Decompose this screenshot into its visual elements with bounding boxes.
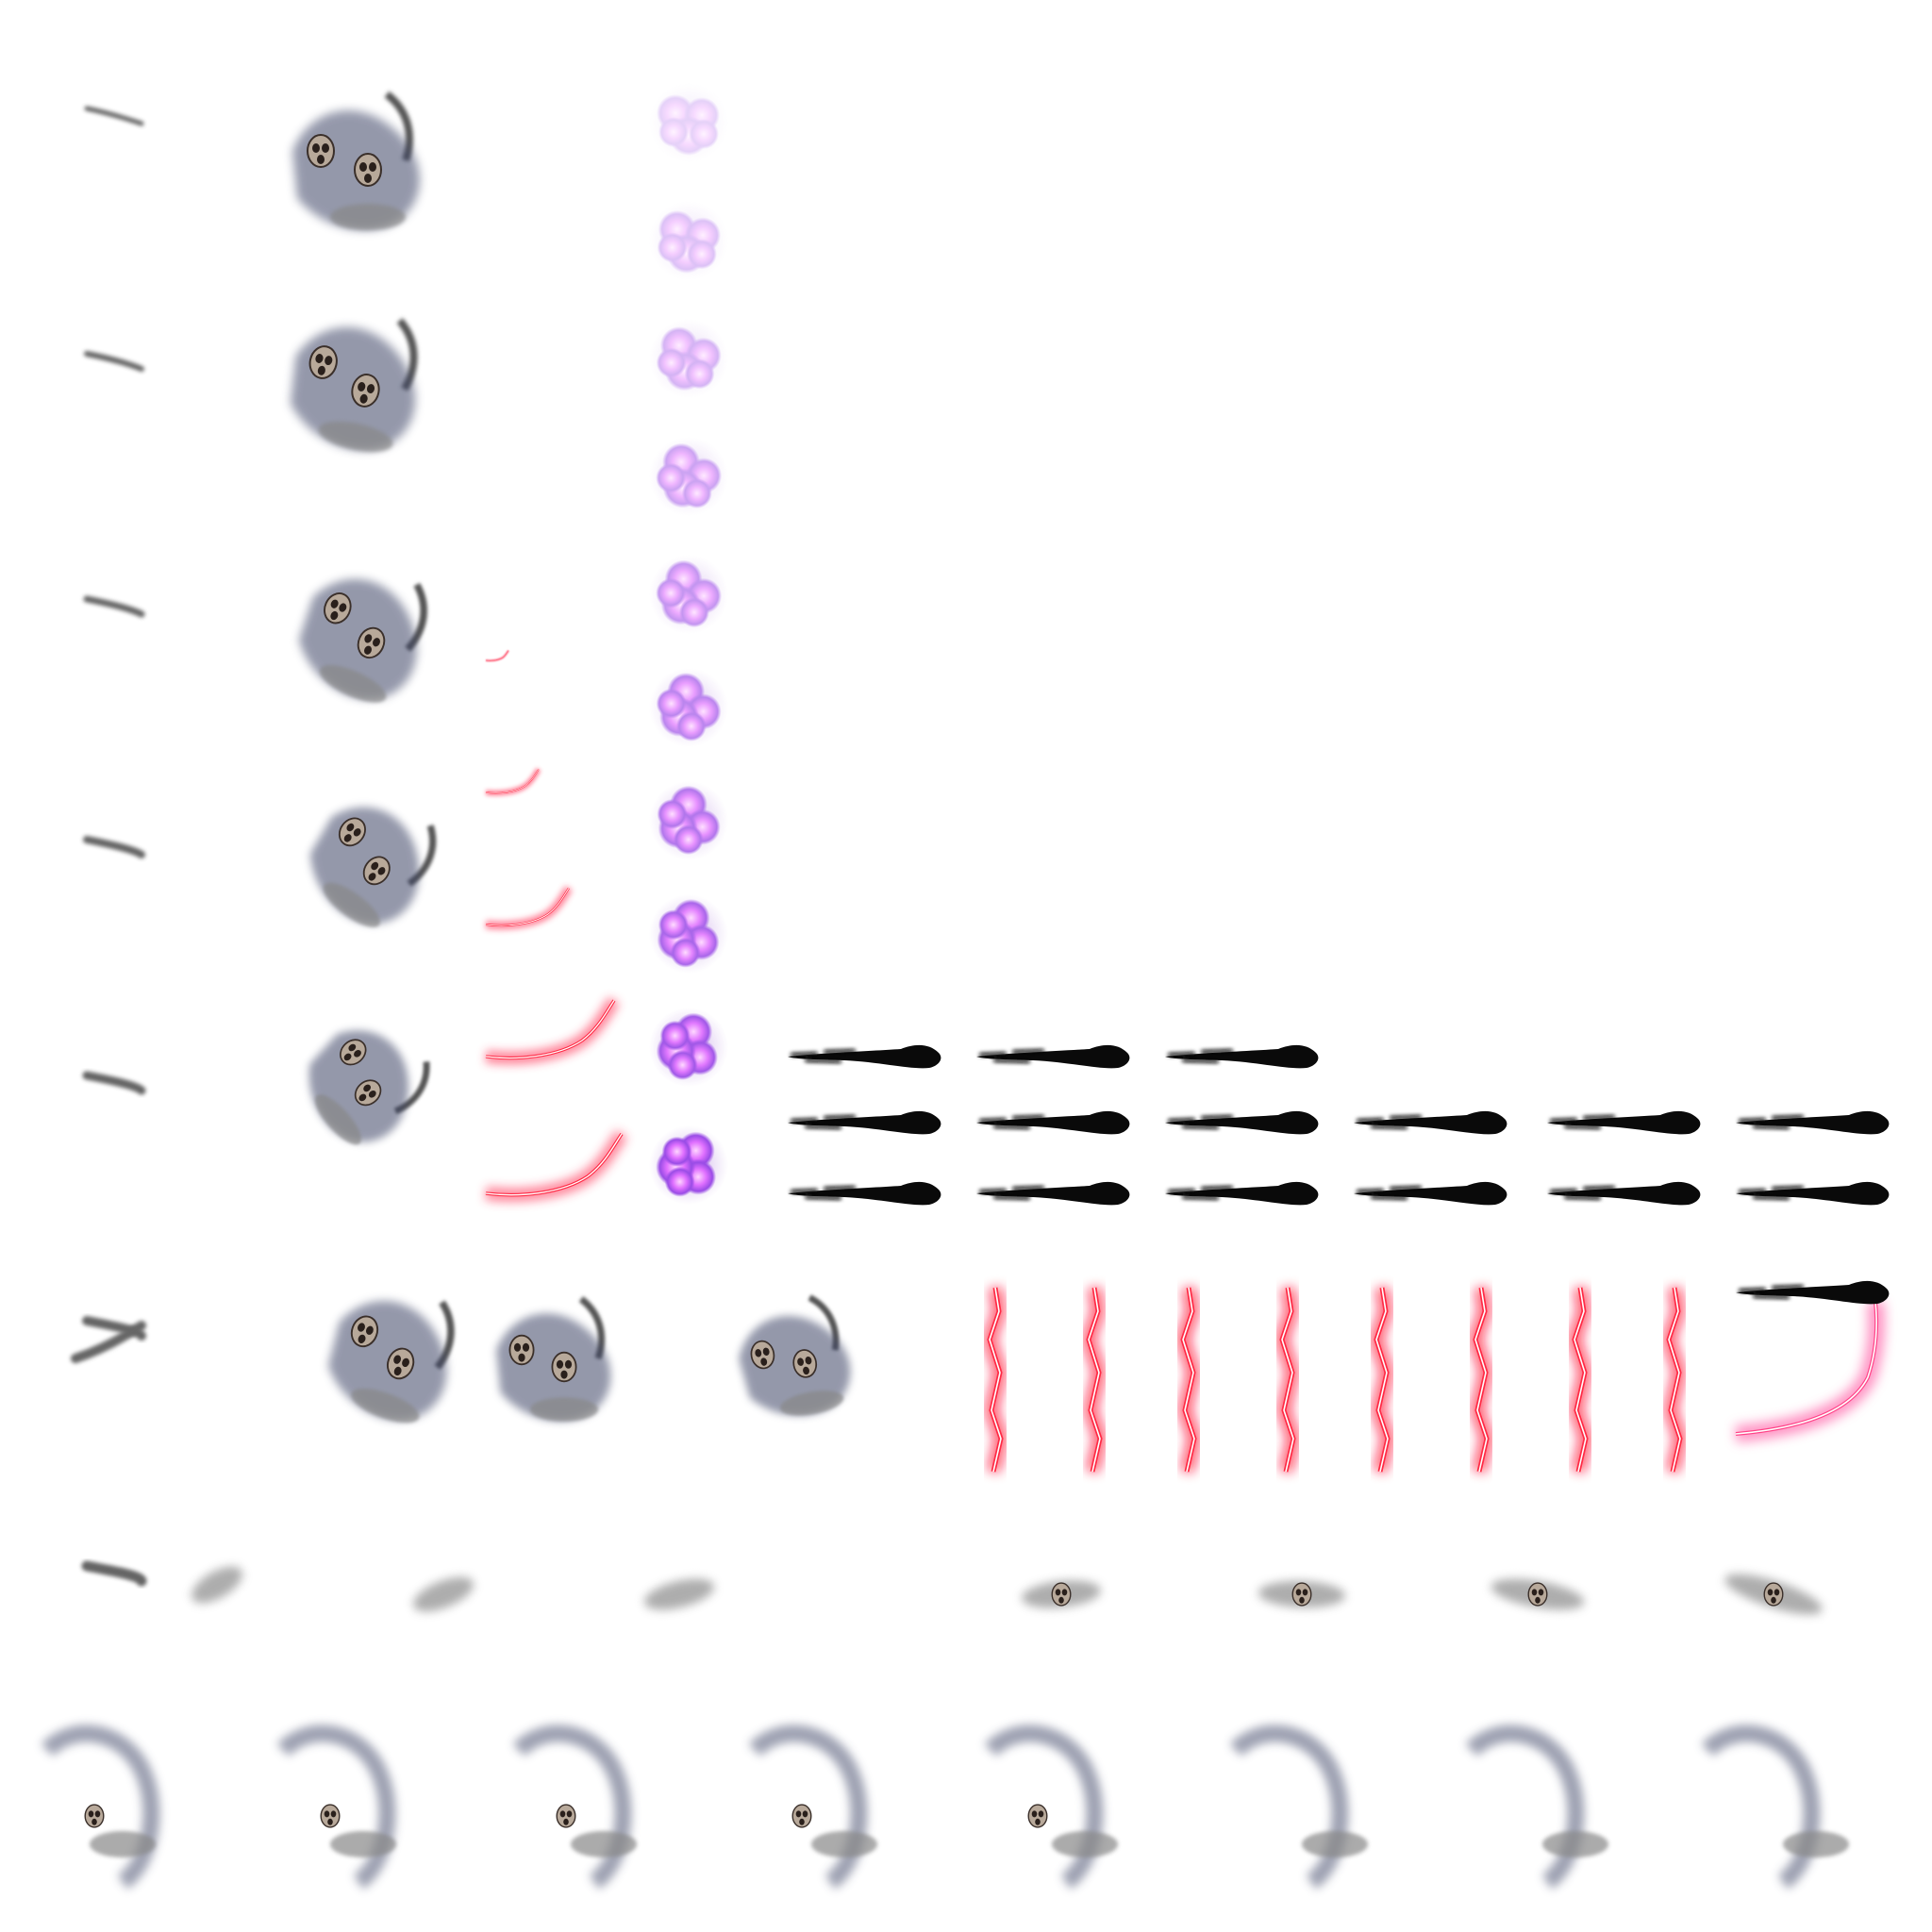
black-jet-frame xyxy=(1354,1182,1507,1205)
poison-cloud-frame xyxy=(639,997,739,1097)
wraith-swirl-frame xyxy=(730,1292,857,1424)
lightning-bolt-frame xyxy=(1282,1288,1293,1472)
wraith-trail-frame xyxy=(755,1734,877,1882)
poison-cloud-frame xyxy=(639,308,739,408)
wraith-swirl-frame xyxy=(279,301,432,460)
wraith-trail-frame xyxy=(1472,1734,1608,1882)
smoke-wisp-column xyxy=(75,108,142,1581)
smoke-trail-frame xyxy=(1021,1577,1102,1612)
wraith-swirl-frame xyxy=(290,775,454,941)
black-jet-frame xyxy=(788,1045,941,1068)
lightning-bolt-frame xyxy=(1089,1288,1100,1472)
black-jet-frame xyxy=(1736,1182,1889,1205)
smoke-trail-frame xyxy=(1489,1574,1586,1616)
wraith-trail-frame xyxy=(519,1734,637,1882)
black-jet-frame xyxy=(976,1182,1129,1205)
black-jet-frame xyxy=(1354,1111,1507,1134)
black-jet-grid xyxy=(788,1045,1889,1304)
smoke-wisp-frame xyxy=(87,108,142,124)
lightning-bolt-frame xyxy=(1183,1288,1194,1472)
wraith-swirl-frame xyxy=(282,548,445,715)
poison-cloud-frame xyxy=(633,765,743,875)
poison-cloud-frame xyxy=(633,652,745,764)
smoke-wisp-frame xyxy=(87,599,142,614)
poison-cloud-frame xyxy=(643,1120,734,1210)
black-jet-frame xyxy=(1547,1111,1700,1134)
wraith-swirl-frame xyxy=(496,1299,610,1422)
lightning-arc-frame xyxy=(486,1001,614,1058)
wraith-swirl-frames xyxy=(279,94,858,1434)
wraith-trail-frame xyxy=(47,1734,156,1882)
poison-cloud-frame xyxy=(636,424,742,530)
black-jet-frame xyxy=(1165,1111,1318,1134)
lightning-arc-frame xyxy=(486,1134,622,1195)
wraith-swirl-frame xyxy=(313,1272,471,1434)
smoke-wisp-frame xyxy=(87,840,142,855)
poison-cloud-column xyxy=(633,83,745,1210)
lightning-bolt-frame xyxy=(1475,1288,1487,1472)
wraith-trail-frame xyxy=(283,1734,396,1882)
wraith-trail-frame xyxy=(991,1734,1118,1882)
smoke-wisp-frame xyxy=(87,354,142,369)
poison-cloud-frame xyxy=(633,539,743,649)
lightning-bolt-frame xyxy=(990,1288,1001,1472)
black-jet-frame xyxy=(1547,1182,1700,1205)
lightning-arc-frame xyxy=(486,770,539,793)
smoke-wisp-frame xyxy=(87,1566,142,1581)
wraith-trail-frame xyxy=(1236,1734,1368,1882)
poison-cloud-frame xyxy=(649,83,728,162)
black-jet-frame xyxy=(1165,1182,1318,1205)
wraith-trail-frame xyxy=(1707,1734,1849,1882)
black-jet-frame xyxy=(788,1182,941,1205)
bottom-wraith-rows xyxy=(47,1559,1849,1882)
smoke-trail-frame xyxy=(186,1559,248,1610)
poison-cloud-frame xyxy=(643,195,734,286)
smoke-trail-frame xyxy=(641,1573,718,1616)
lightning-arc-frame xyxy=(1736,1302,1876,1434)
lightning-bolt-frame xyxy=(1376,1288,1388,1472)
lightning-bolt-frame xyxy=(1669,1288,1680,1472)
smoke-wisp-frame xyxy=(75,1325,142,1358)
black-jet-frame xyxy=(788,1111,941,1134)
black-jet-frame xyxy=(976,1111,1129,1134)
lightning-arc-frame xyxy=(486,889,569,925)
smoke-trail-frame xyxy=(408,1570,478,1618)
smoke-trail-frame xyxy=(1721,1566,1825,1623)
black-jet-frame xyxy=(1736,1111,1889,1134)
black-jet-frame xyxy=(1165,1045,1318,1068)
wraith-swirl-frame xyxy=(292,94,420,230)
lightning-bolt-frame xyxy=(1574,1288,1586,1472)
red-lightning-bolt-row xyxy=(990,1288,1680,1472)
black-jet-frame xyxy=(976,1045,1129,1068)
wraith-swirl-frame xyxy=(287,1002,445,1159)
black-jet-frame xyxy=(1736,1281,1889,1304)
smoke-wisp-frame xyxy=(87,1075,142,1091)
poison-cloud-frame xyxy=(636,881,742,988)
lightning-arc-frame xyxy=(486,651,508,661)
smoke-trail-frame xyxy=(1258,1579,1346,1608)
